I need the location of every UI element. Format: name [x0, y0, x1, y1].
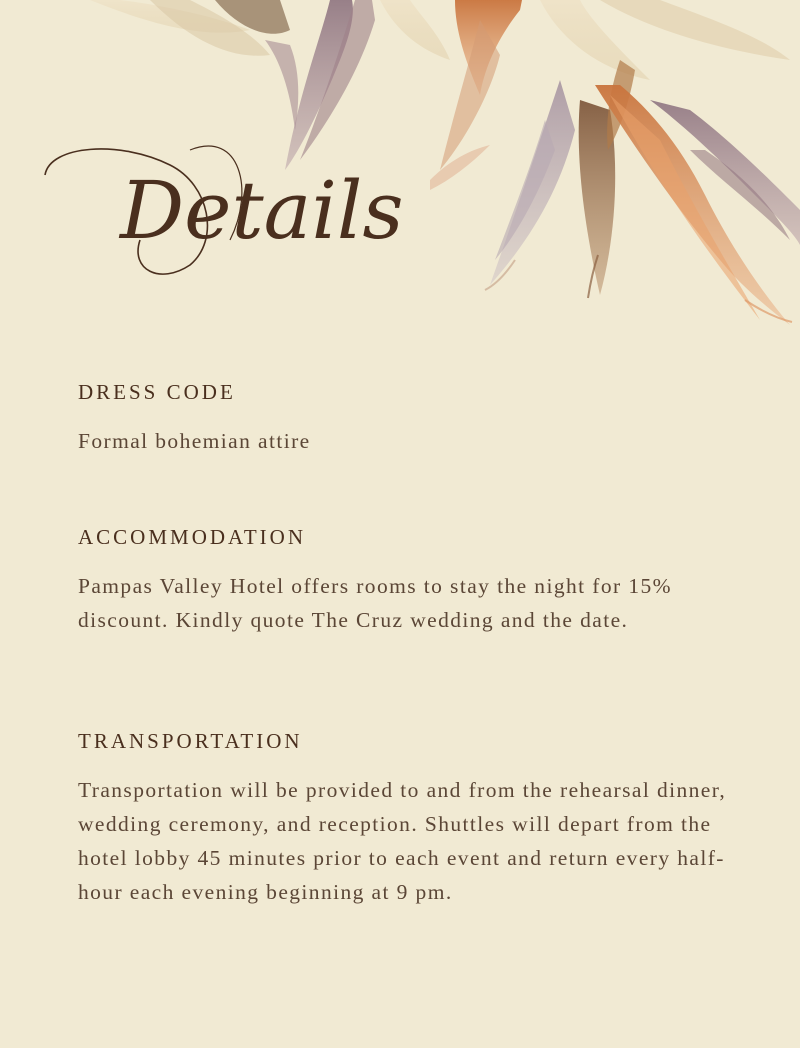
section-transportation — [78, 727, 738, 909]
page-title — [40, 130, 410, 280]
page-title-text: Details — [120, 164, 404, 257]
section-dress-code — [78, 378, 738, 458]
section-heading: DRESS CODE — [78, 380, 236, 404]
section-body: Formal bohemian attire — [78, 429, 311, 453]
section-heading: TRANSPORTATION — [78, 729, 303, 753]
section-accommodation — [78, 523, 738, 637]
section-body: Pampas Valley Hotel offers rooms to stay the night for 15% discount. Kindly quote The Cruz wedding and the date. — [78, 574, 672, 632]
section-body: Transportation will be provided to and from the rehearsal dinner, wedding ceremony, and reception. Shuttles will depart from the hotel lobby 45 minutes prior to each event and return every half-hour each evening beginning at 9 pm. — [78, 778, 727, 904]
section-heading: ACCOMMODATION — [78, 525, 307, 549]
